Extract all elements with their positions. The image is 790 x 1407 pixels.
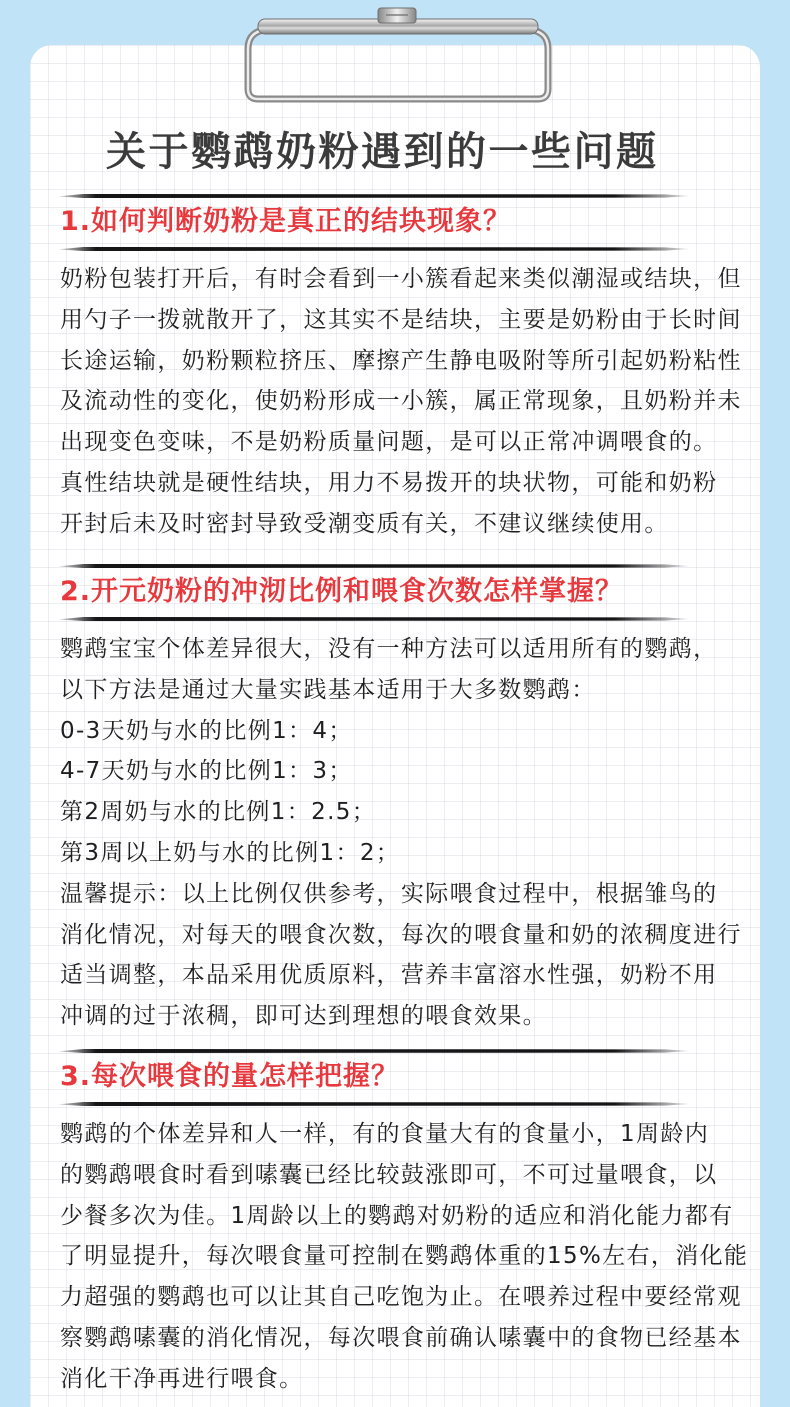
section-body — [58, 629, 748, 1037]
ratio-line: 第2周奶与水的比例1：2.5； — [60, 799, 377, 826]
body-line: 消化情况，对每天的喂食次数，每次的喂食量和奶的浓稠度进行 — [60, 921, 742, 948]
body-line: 用勺子一拨就散开了，这其实不是结块，主要是奶粉由于长时间 — [60, 306, 742, 333]
section-divider — [58, 194, 690, 198]
clip-loop-highlight — [248, 29, 548, 99]
section-divider — [58, 1049, 690, 1053]
section-divider — [58, 1102, 690, 1106]
page-title: 关于鹦鹉奶粉遇到的一些问题 — [106, 129, 659, 175]
section-divider — [58, 617, 690, 621]
body-line: 以下方法是通过大量实践基本适用于大多数鹦鹉： — [60, 676, 596, 703]
section-divider — [58, 247, 690, 251]
body-line: 的鹦鹉喂食时看到嗉囊已经比较鼓涨即可，不可过量喂食，以 — [60, 1161, 718, 1188]
body-line: 开封后未及时密封导致受潮变质有关，不建议继续使用。 — [60, 510, 669, 537]
section-divider — [58, 564, 690, 568]
body-line: 适当调整，本品采用优质原料，营养丰富溶水性强，奶粉不用 — [60, 962, 718, 989]
faq-section — [58, 564, 748, 1037]
section-heading: 1.如何判断奶粉是真正的结块现象？ — [60, 206, 512, 237]
body-line: 及流动性的变化，使奶粉形成一小簇，属正常现象，且奶粉并未 — [60, 388, 742, 415]
faq-section — [58, 1049, 748, 1400]
body-line: 鹦鹉宝宝个体差异很大，没有一种方法可以适用所有的鹦鹉， — [60, 636, 718, 662]
body-line: 察鹦鹉嗉囊的消化情况，每次喂食前确认嗉囊中的食物已经基本 — [60, 1324, 742, 1351]
body-line: 真性结块就是硬性结块，用力不易拨开的块状物，可能和奶粉 — [60, 469, 718, 496]
body-line: 少餐多次为佳。1周龄以上的鹦鹉对奶粉的适应和消化能力都有 — [60, 1202, 734, 1229]
ratio-line: 0-3天奶与水的比例1：4； — [60, 717, 353, 744]
body-line: 出现变色变味，不是奶粉质量问题，是可以正常冲调喂食的。 — [60, 429, 718, 456]
body-line: 奶粉包装打开后，有时会看到一小簇看起来类似潮湿或结块，但 — [60, 266, 742, 292]
body-line: 长途运输，奶粉颗粒挤压、摩擦产生静电吸附等所引起奶粉粘性 — [60, 347, 742, 374]
body-line: 了明显提升，每次喂食量可控制在鹦鹉体重的15%左右，消化能 — [60, 1243, 749, 1270]
body-line: 鹦鹉的个体差异和人一样，有的食量大有的食量小，1周龄内 — [60, 1121, 710, 1147]
body-line: 力超强的鹦鹉也可以让其自己吃饱为止。在喂养过程中要经常观 — [60, 1284, 742, 1311]
body-line: 消化干净再进行喂食。 — [60, 1365, 304, 1392]
ratio-line: 第3周以上奶与水的比例1：2； — [60, 839, 401, 866]
faq-section — [58, 194, 748, 545]
section-body — [58, 259, 748, 545]
section-heading: 2.开元奶粉的冲沏比例和喂食次数怎样掌握？ — [60, 576, 624, 607]
clipboard-clip-icon — [238, 5, 558, 110]
section-heading: 3.每次喂食的量怎样把握？ — [60, 1061, 400, 1092]
body-line: 冲调的过于浓稠，即可达到理想的喂食效果。 — [60, 1003, 547, 1030]
ratio-line: 4-7天奶与水的比例1：3； — [60, 758, 353, 785]
clip-loop — [248, 29, 548, 99]
section-body — [58, 1114, 748, 1400]
body-line: 温馨提示：以上比例仅供参考，实际喂食过程中，根据雏鸟的 — [60, 880, 718, 907]
